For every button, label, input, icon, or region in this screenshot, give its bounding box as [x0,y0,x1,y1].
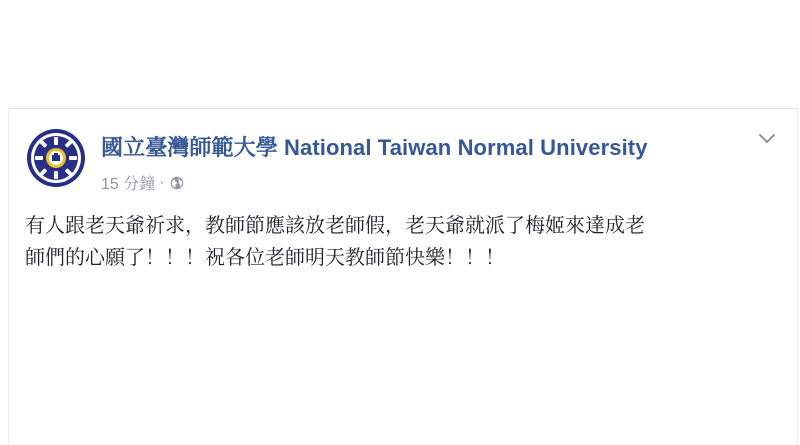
post-body [25,209,777,273]
university-logo-icon [25,127,87,189]
post-author-block [101,131,648,194]
page-name-link[interactable]: 國立臺灣師範大學 National Taiwan Normal University [101,135,648,160]
chevron-down-icon[interactable] [755,127,779,151]
post-header [25,127,781,193]
meta-separator: · [159,173,165,191]
facebook-post-card [8,108,798,445]
post-timestamp[interactable]: 15 分鐘 [101,176,156,193]
globe-icon[interactable] [170,176,184,190]
post-body-line: 有人跟老天爺祈求，教師節應該放老師假，老天爺就派了梅姬來達成老 [25,213,645,237]
page-avatar[interactable] [25,127,87,189]
post-body-line: 師們的心願了！！！祝各位老師明天教師節快樂！！！ [25,245,505,269]
post-meta [101,171,648,194]
